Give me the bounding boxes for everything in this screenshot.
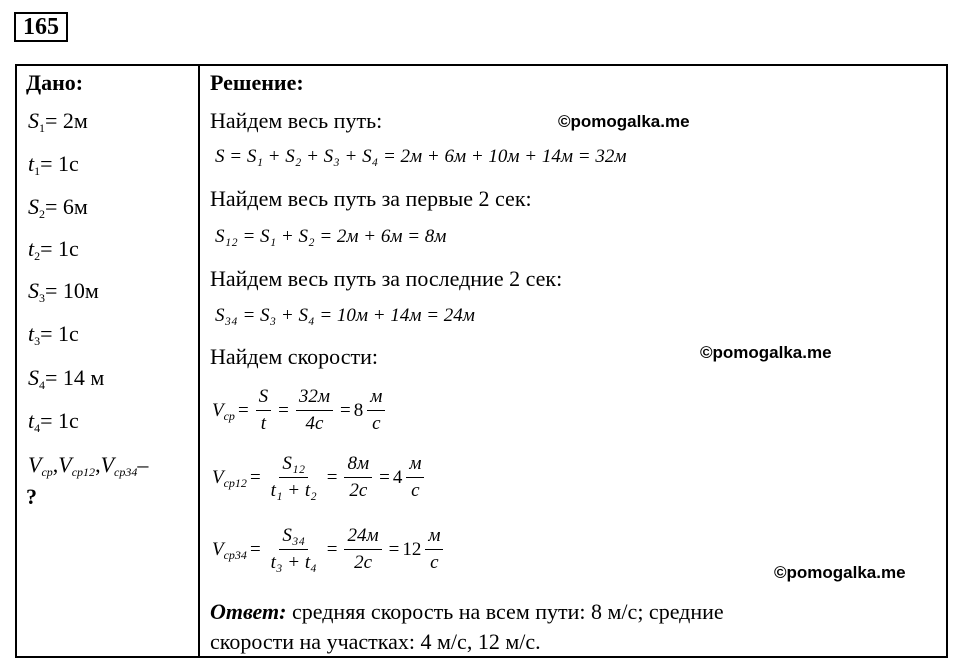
given-s4: $S_4= 14$ м	[28, 365, 105, 392]
step-full-path: Найдем весь путь:	[210, 108, 383, 133]
given-header: Дано:	[26, 70, 84, 95]
answer-line-1: Ответ: средняя скорость на всем пути: 8 м/с; средние	[210, 599, 724, 624]
formula-v-avg: $V_{ср}$ = $\frac{S}{t}$ = $\frac{32м}{4с}$ = 8 $\frac{м}{с}$	[212, 386, 389, 435]
given-t1: $t_1= 1с$	[28, 151, 79, 178]
formula-last-2s: S₃₄ = S₃ + S₄ = 10м + 14м = 24м	[215, 305, 475, 326]
step-first-2s: Найдем весь путь за первые 2 сек:	[210, 186, 532, 211]
watermark-1: ©pomogalka.me	[558, 112, 690, 131]
watermark-2: ©pomogalka.me	[700, 343, 832, 362]
formula-full-path: S = S₁ + S₂ + S₃ + S₄ = 2м + 6м + 10м + 14м = 32м	[215, 146, 627, 167]
given-find: $V_{ср},V_{ср12},V_{ср34}-$	[28, 452, 149, 479]
formula-first-2s: S₁₂ = S₁ + S₂ = 2м + 6м = 8м	[215, 226, 447, 247]
watermark-3: ©pomogalka.me	[774, 563, 906, 582]
solution-header: Решение:	[210, 70, 304, 95]
answer-line-2: скорости на участках: 4 м/с, 12 м/с.	[210, 629, 541, 654]
formula-v-avg-34: $V_{ср34}$ = $\frac{\text{S₃₄}}{\text{t₃ + t₄}}$ = $\frac{24м}{2с}$ = 12 $\frac{м}{с}$	[212, 525, 447, 574]
given-t4: $t_4= 1с$	[28, 408, 79, 435]
problem-number: 165	[14, 12, 68, 42]
given-s1: $S_1= 2м$	[28, 108, 88, 135]
given-t2: $t_2= 1с$	[28, 236, 79, 263]
step-speeds: Найдем скорости:	[210, 344, 378, 369]
formula-v-avg-12: $V_{ср12}$ = $\frac{\text{S₁₂}}{\text{t₁ + t₂}}$ = $\frac{8м}{2с}$ = 4 $\frac{м}{с}$	[212, 453, 428, 502]
answer-label: Ответ:	[210, 599, 287, 624]
given-t3: $t_3= 1с$	[28, 321, 79, 348]
given-s2: $S_2= 6м$	[28, 194, 88, 221]
given-question-mark: ?	[26, 484, 37, 509]
column-divider	[198, 64, 200, 658]
given-s3: $S_3= 10м$	[28, 278, 99, 305]
step-last-2s: Найдем весь путь за последние 2 сек:	[210, 266, 563, 291]
